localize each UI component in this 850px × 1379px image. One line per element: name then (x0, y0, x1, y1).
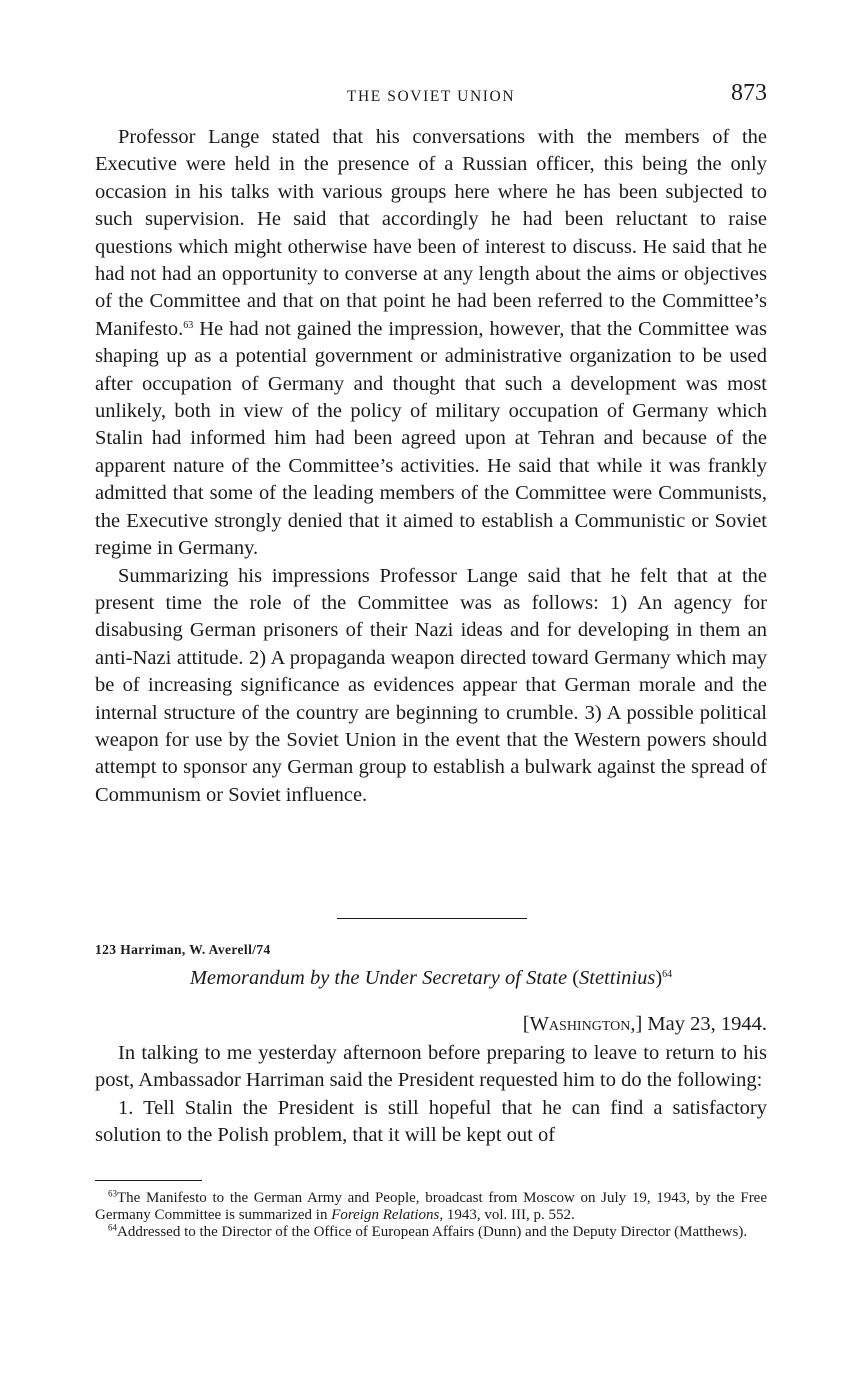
section-divider (337, 918, 527, 919)
document-title (95, 967, 767, 990)
footnote-italic: Foreign Relations (331, 1206, 440, 1223)
file-reference: 123 Harriman, W. Averell/74 (95, 942, 271, 957)
title-paren-close: ) (655, 967, 663, 989)
dateline (523, 1013, 767, 1036)
body-paragraph (95, 563, 767, 810)
footnotes (95, 1190, 767, 1240)
dateline-open: [ (522, 1013, 530, 1035)
title-italic: Memorandum by the Under Secretary of State (189, 967, 568, 989)
footnote-64 (95, 1224, 767, 1241)
page-number: 873 (731, 80, 767, 106)
running-head (95, 80, 767, 114)
paragraph-text: Professor Lange stated that his conversations with the members of the Executive were held in the presence of a Russian officer, this being the only occasion in his talks with various groups here where he has been subjected to such supervision. He said that accordingly he had been reluctant to raise questions which might otherwise have been of interest to discuss. He said that he had not had an opportunity to converse at any length about the aims or objectives of the Committee and that on that point he had been referred to the Committee’s Manifesto. (95, 126, 767, 340)
footnote-text: Addressed to the Director of the Office of European Affairs (Dunn) and the Deputy Director (Matthews). (117, 1223, 748, 1240)
memo-paragraph: In talking to me yesterday afternoon before preparing to leave to return to his post, Ambassador Harriman said the President requested him to do the following: (95, 1042, 767, 1092)
footnote-number: 64 (108, 1222, 117, 1233)
body-paragraph (95, 124, 767, 563)
footnote-ref-63[interactable]: 63 (183, 319, 194, 331)
footnote-63 (95, 1190, 767, 1224)
memo-paragraph: 1. Tell Stalin the President is still hopeful that he can find a satisfactory solution to the Polish problem, that it will be kept out of (95, 1096, 767, 1147)
paragraph-text: Summarizing his impressions Professor Lange said that he felt that at the present time the role of the Committee was as follows: 1) An agency for disabusing German prisoners of their Nazi ideas and for developing in them an anti-Nazi attitude. 2) A propaganda weapon directed toward Germany which may be of increasing significance as evidences appear that German morale and the internal structure of the country are beginning to crumble. 3) A possible political weapon for use by the Soviet Union in the event that the Western powers should attempt to sponsor any German group to establish a bulwark against the spread of Communism or Soviet influence. (95, 564, 767, 806)
memo-text (95, 1040, 767, 1150)
footnote-divider (95, 1180, 202, 1181)
footnote-tail: , 1943, vol. III, p. 552. (439, 1206, 575, 1223)
title-name: Stettinius (579, 967, 656, 989)
footnote-ref-64[interactable]: 64 (662, 969, 673, 980)
footnote-text: The Manifesto to the German Army and People, broadcast from Moscow on July 19, 1943, by the Free Germany Committee is summarized in (95, 1190, 767, 1223)
title-paren-open: ( (567, 967, 580, 989)
body-text (95, 124, 767, 809)
dateline-date: ,] May 23, 1944. (630, 1013, 767, 1035)
paragraph-text: He had not gained the impression, however, that the Committee was shaping up as a potential government or administrative organization to be used after occupation of Germany and thought that such a development was most unlikely, both in view of the policy of military occupation of Germany which Stalin had informed him had been agreed upon at Tehran and because of the apparent nature of the Committee’s activities. He said that while it was frankly admitted that some of the leading members of the Committee were Communists, the Executive strongly denied that it aimed to establish a Communistic or Soviet regime in Germany. (95, 317, 767, 560)
footnote-number: 63 (108, 1188, 117, 1199)
running-title: THE SOVIET UNION (346, 88, 516, 105)
dateline-place: Washington (529, 1013, 631, 1035)
